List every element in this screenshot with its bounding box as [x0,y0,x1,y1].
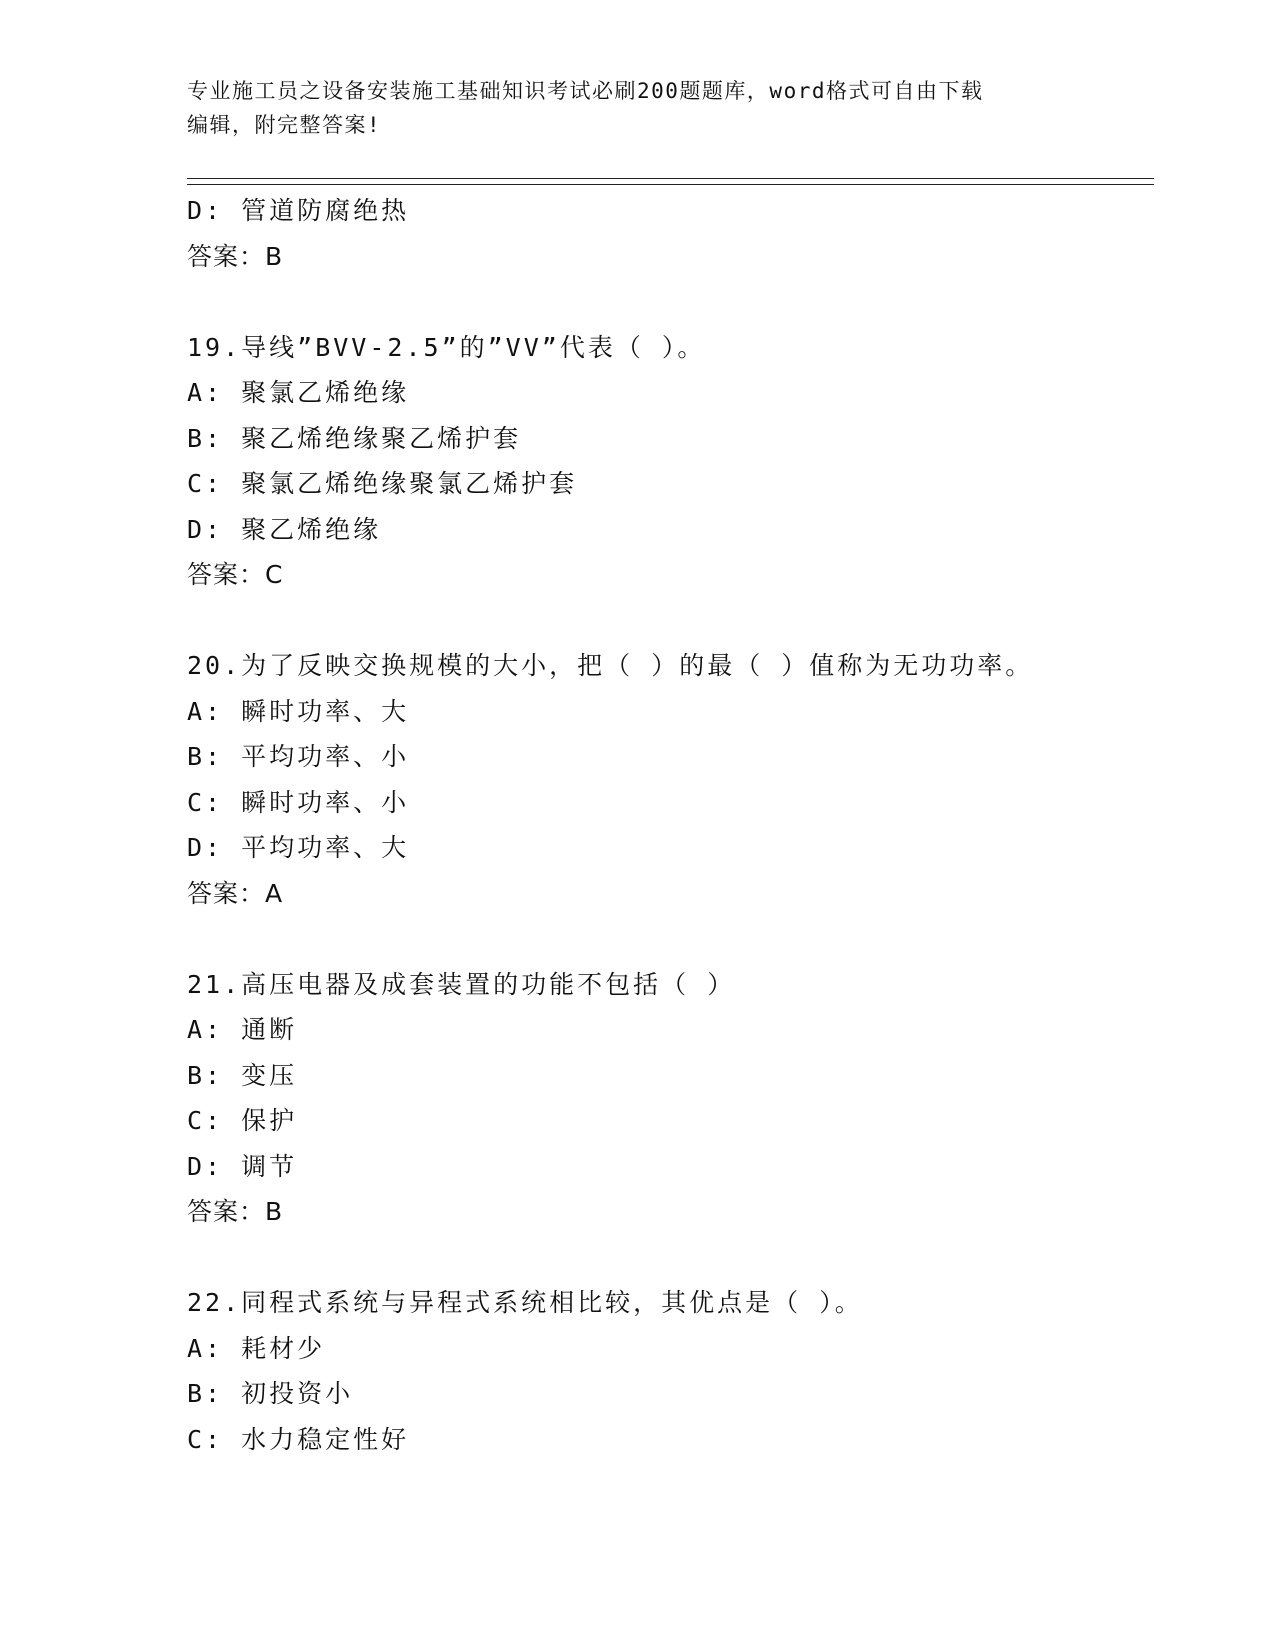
option-b: B: 聚乙烯绝缘聚乙烯护套 [187,423,522,453]
question-22 [187,1280,1147,1462]
question-list [187,188,1147,1462]
option-d: D: 平均功率、大 [187,833,410,862]
answer-line: 答案：B [187,241,284,271]
option-b: B: 初投资小 [187,1379,354,1408]
option-b: B: 变压 [187,1060,298,1090]
question-stem: 22.同程式系统与异程式系统相比较，其优点是（ ）。 [187,1288,863,1317]
question-20 [187,643,1147,916]
option-a: A: 通断 [187,1015,298,1044]
option-d: D: 聚乙烯绝缘 [187,514,382,544]
header-title-line-1: 专业施工员之设备安装施工基础知识考试必刷200题题库，word格式可自由下载 [187,79,984,103]
question-stem: 21.高压电器及成套装置的功能不包括（ ） [187,969,736,999]
question-spacer [187,598,1147,644]
option-b: B: 平均功率、小 [187,742,410,771]
question-spacer [187,1235,1147,1281]
header-divider-top [187,178,1154,179]
question-stem: 20.为了反映交换规模的大小，把（ ）的最（ ）值称为无功功率。 [187,651,1034,680]
option-d: D: 调节 [187,1151,298,1181]
header-title-line-2: 编辑，附完整答案! [187,113,382,137]
option-a: A: 瞬时功率、大 [187,696,410,726]
answer-line: 答案：A [187,878,284,908]
option-c: C: 保护 [187,1106,298,1135]
option-c: C: 聚氯乙烯绝缘聚氯乙烯护套 [187,469,578,498]
previous-question-tail [187,188,1147,279]
question-spacer [187,279,1147,325]
header-divider-bottom [187,184,1154,185]
question-stem: 19.导线”BVV-2.5”的”VV”代表（ ）。 [187,332,706,362]
document-header [187,74,1067,142]
answer-line: 答案：B [187,1197,284,1226]
option-c: C: 瞬时功率、小 [187,787,410,817]
option-c: C: 水力稳定性好 [187,1424,410,1454]
question-spacer [187,916,1147,962]
option-a: A: 耗材少 [187,1333,326,1363]
option-a: A: 聚氯乙烯绝缘 [187,378,410,407]
answer-line: 答案：C [187,560,284,589]
option-d: D: 管道防腐绝热 [187,196,410,225]
question-21 [187,962,1147,1235]
question-19 [187,325,1147,598]
